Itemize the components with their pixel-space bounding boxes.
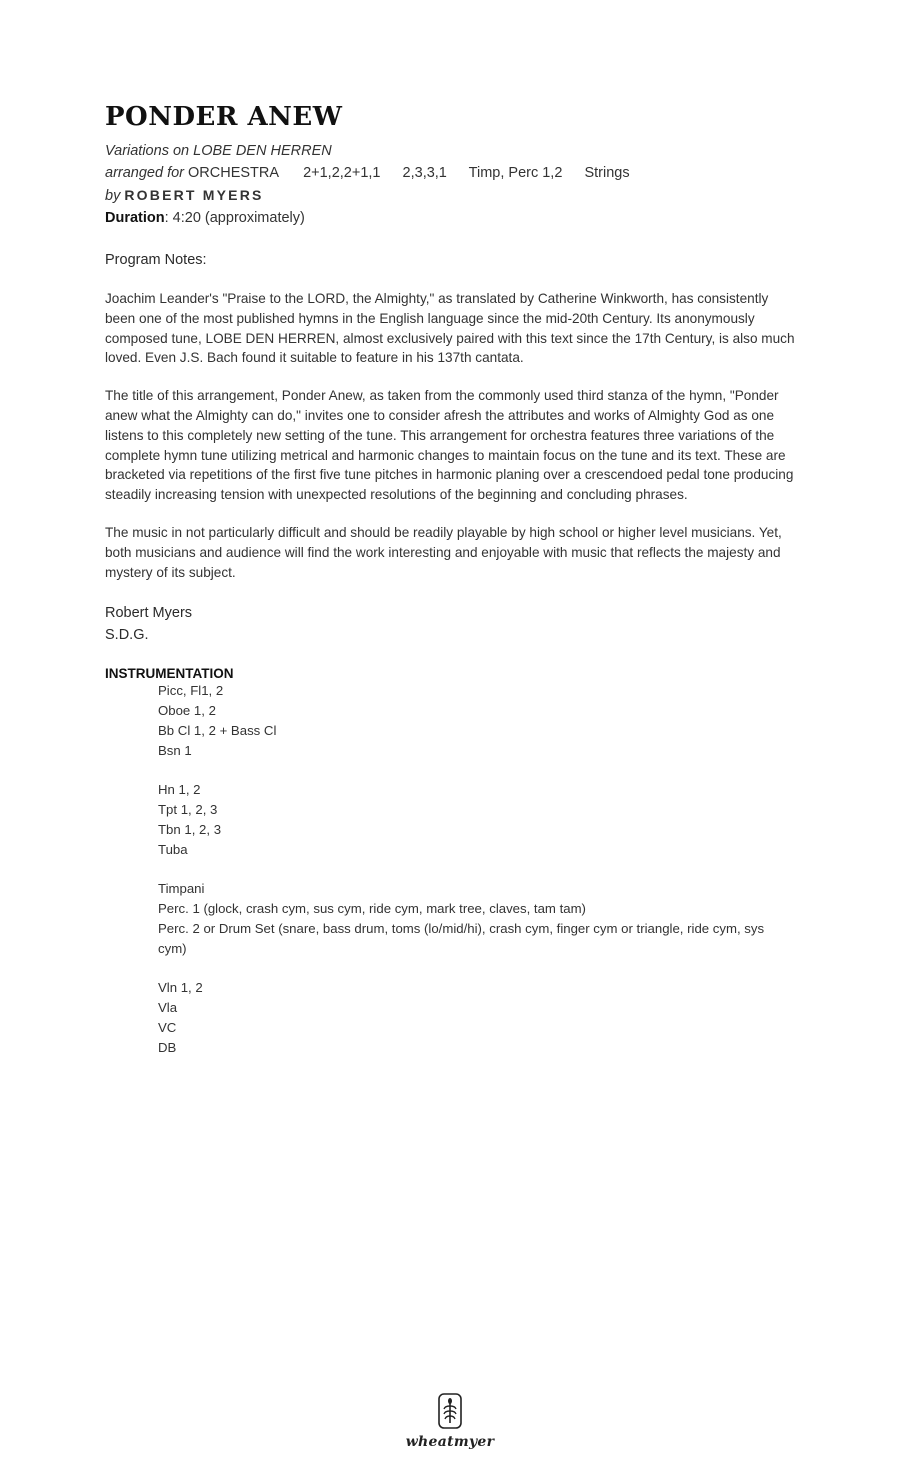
composer-line <box>105 184 795 207</box>
program-notes-label: Program Notes: <box>105 252 207 268</box>
instrument-item: Tbn 1, 2, 3 <box>158 821 222 837</box>
strings-group <box>158 978 795 1057</box>
woodwind-group <box>158 681 795 760</box>
signature-tag: S.D.G. <box>105 627 149 644</box>
instrument-item: Picc, Fl1, 2 <box>158 683 224 699</box>
subtitle-line <box>105 140 795 162</box>
instrumentation-heading: INSTRUMENTATION <box>105 666 234 682</box>
program-notes-paragraph: Joachim Leander's "Praise to the LORD, the Almighty," as translated by Catherine Winkworth, has consistently been one of the most published hymns in the English language since the mid-20th Century. Its anonymously composed tune, LOBE DEN HERREN, almost exclusively paired with this text since the 17th Century, is also much loved. Even J.S. Bach found it suitable to feature in his 137th cantata. <box>105 291 795 366</box>
duration-label: Duration <box>105 210 165 226</box>
program-notes-paragraph: The music in not particularly difficult and should be readily playable by high school or higher level musicians. Yet, both musicians and audience will find the work interesting and enjoyable with music that reflects the majesty and mystery of its subject. <box>105 524 782 580</box>
composer-name: ROBERT MYERS <box>124 187 264 203</box>
by-prefix: by <box>105 188 121 204</box>
instrument-item: Vln 1, 2 <box>158 980 203 996</box>
woodwind-count: 2+1,2,2+1,1 <box>303 165 381 181</box>
instrument-item: DB <box>158 1039 177 1055</box>
instrument-item: Hn 1, 2 <box>158 782 201 798</box>
strings-label: Strings <box>584 165 630 181</box>
signature-name: Robert Myers <box>105 605 193 622</box>
signature-block <box>105 602 795 646</box>
instrument-item: Perc. 2 or Drum Set (snare, bass drum, toms (lo/mid/hi), crash cym, finger cym or triangle, ride cym, sys cym) <box>158 920 765 956</box>
instrumentation-list <box>158 681 795 1057</box>
arrangement-line <box>105 162 795 184</box>
publisher-logo-text: wheatmyer <box>405 1434 495 1450</box>
instrument-item: Vla <box>158 1000 178 1016</box>
duration-line <box>105 207 795 229</box>
instrument-item: Bsn 1 <box>158 742 192 758</box>
piece-title: PONDER ANEW <box>105 102 343 132</box>
brass-group <box>158 780 795 859</box>
percussion-group <box>158 879 795 958</box>
duration-value: : 4:20 (approximately) <box>164 210 305 226</box>
ensemble: ORCHESTRA <box>188 165 280 181</box>
instrument-item: Tuba <box>158 841 188 857</box>
instrument-item: Bb Cl 1, 2 + Bass Cl <box>158 722 277 738</box>
subtitle: Variations on LOBE DEN HERREN <box>105 143 332 159</box>
percussion-count: Timp, Perc 1,2 <box>468 165 563 181</box>
publisher-logo <box>402 1392 498 1450</box>
wheat-sheaf-icon <box>437 1392 463 1430</box>
instrument-item: Tpt 1, 2, 3 <box>158 802 218 818</box>
document-page <box>105 100 795 1077</box>
instrument-item: Oboe 1, 2 <box>158 703 216 719</box>
arranged-prefix: arranged for <box>105 165 184 181</box>
instrument-item: Perc. 1 (glock, crash cym, sus cym, ride cym, mark tree, claves, tam tam) <box>158 901 586 917</box>
instrument-item: VC <box>158 1019 177 1035</box>
brass-count: 2,3,3,1 <box>402 165 447 181</box>
instrument-item: Timpani <box>158 881 205 897</box>
program-notes-paragraph: The title of this arrangement, Ponder Anew, as taken from the commonly used third stanza of the hymn, "Ponder anew what the Almighty can do," invites one to consider afresh the attributes and works of Almighty God as one listens to this completely new setting of the tune. This arrangement for orchestra features three variations of the complete hymn tune utilizing metrical and harmonic changes to maintain focus on the tune and its text. These are bracketed via repetitions of the first five tune pitches in harmonic planing over a crescendoed pedal tone producing steadily increasing tension with unexpected resolutions of the beginning and concluding phrases. <box>105 388 794 503</box>
